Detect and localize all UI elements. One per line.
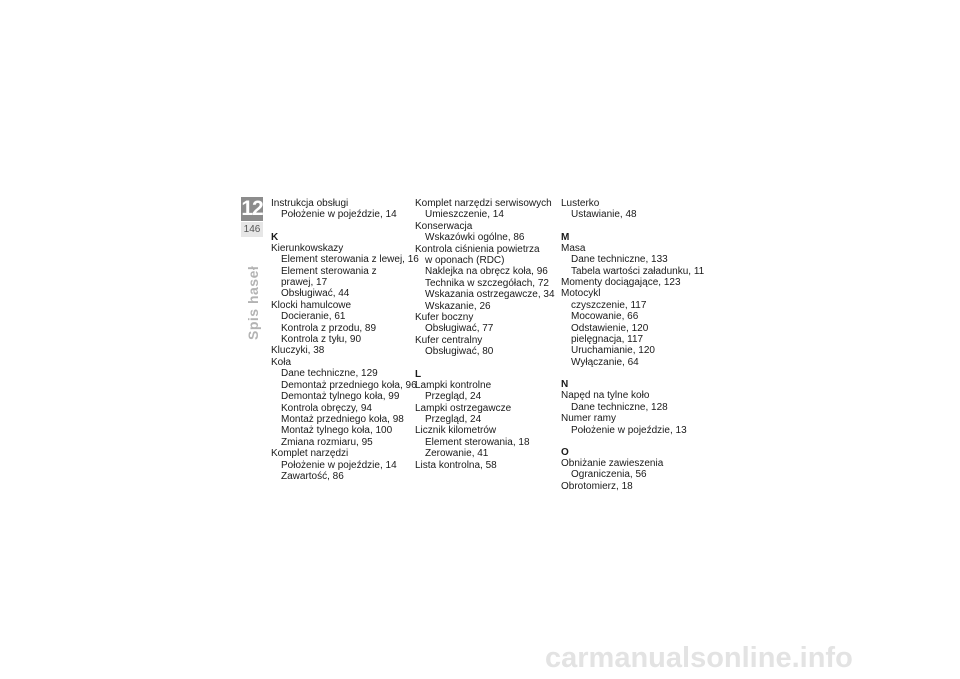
- index-letter: M: [561, 231, 570, 243]
- chapter-number: 12: [241, 197, 263, 220]
- index-subentry: Położenie w pojeździe, 13: [571, 424, 687, 436]
- index-subentry: Zmiana rozmiaru, 95: [281, 436, 373, 448]
- index-subentry: Tabela wartości załadunku, 11: [571, 265, 705, 277]
- index-column-2: [415, 198, 563, 471]
- index-entry: Kufer centralny: [415, 334, 483, 346]
- index-subentry: Uruchamianie, 120: [571, 345, 655, 357]
- index-entry: Momenty dociągające, 123: [561, 277, 681, 289]
- index-entry: Lampki ostrzegawcze: [415, 402, 512, 414]
- index-entry: Instrukcja obsługi: [271, 198, 349, 209]
- index-subentry: Dane techniczne, 128: [571, 401, 668, 413]
- index-entry: Klocki hamulcowe: [271, 299, 352, 311]
- page-number: 146: [241, 222, 263, 237]
- index-entry: Masa: [561, 242, 586, 254]
- index-subentry: Demontaż przedniego koła, 96: [281, 379, 417, 391]
- index-subentry: czyszczenie, 117: [571, 299, 647, 311]
- index-entry: Lista kontrolna, 58: [415, 459, 497, 471]
- index-subentry: Kontrola obręczy, 94: [281, 402, 372, 414]
- index-letter: O: [561, 446, 569, 458]
- index-entry: Komplet narzędzi serwisowych: [415, 198, 552, 209]
- index-subentry: Zawartość, 86: [281, 470, 344, 482]
- index-entry: Kluczyki, 38: [271, 345, 325, 357]
- index-subentry: Ustawianie, 48: [571, 209, 637, 221]
- watermark: carmanualsonline.info: [545, 642, 853, 674]
- index-subentry: Umieszczenie, 14: [425, 209, 504, 221]
- index-subentry: Technika w szczegółach, 72: [425, 277, 549, 289]
- index-subentry: Wskazanie, 26: [425, 300, 491, 312]
- index-subentry: Obsługiwać, 80: [425, 346, 494, 358]
- index-entry: Napęd na tylne koło: [561, 390, 650, 402]
- index-entry: Licznik kilometrów: [415, 425, 497, 437]
- index-subentry: w oponach (RDC): [425, 255, 505, 267]
- index-entry: Lusterko: [561, 198, 600, 209]
- index-entry: Numer ramy: [561, 413, 617, 425]
- index-entry: Kierunkowskazy: [271, 242, 344, 254]
- index-letter: K: [271, 231, 279, 243]
- index-entry: Motocykl: [561, 288, 601, 300]
- index-subentry: Montaż tylnego koła, 100: [281, 425, 393, 437]
- index-subentry: Odstawienie, 120: [571, 322, 649, 334]
- index-entry: Konserwacja: [415, 220, 473, 232]
- index-letter: N: [561, 379, 569, 391]
- index-subentry: Element sterowania z lewej, 16: [281, 254, 419, 266]
- index-subentry: Element sterowania, 18: [425, 436, 530, 448]
- index-subentry: Ograniczenia, 56: [571, 469, 647, 481]
- index-subentry: Dane techniczne, 133: [571, 254, 668, 266]
- index-entry: Kontrola ciśnienia powietrza: [415, 243, 540, 255]
- index-subentry: Przegląd, 24: [425, 391, 482, 403]
- index-entry: Lampki kontrolne: [415, 379, 492, 391]
- index-subentry: Zerowanie, 41: [425, 448, 489, 460]
- index-subentry: Obsługiwać, 44: [281, 288, 350, 300]
- index-subentry: Położenie w pojeździe, 14: [281, 209, 397, 221]
- index-subentry: Kontrola z przodu, 89: [281, 322, 377, 334]
- index-subentry: Przegląd, 24: [425, 413, 482, 425]
- index-subentry: Wskazówki ogólne, 86: [425, 232, 525, 244]
- index-entry: Koła: [271, 356, 292, 368]
- index-subentry: Demontaż tylnego koła, 99: [281, 391, 400, 403]
- index-subentry: Położenie w pojeździe, 14: [281, 459, 397, 471]
- index-entry: Obniżanie zawieszenia: [561, 457, 664, 469]
- index-subentry: Element sterowania z: [281, 265, 377, 277]
- chapter-title: Spis haseł: [245, 265, 261, 340]
- index-entry: Kufer boczny: [415, 312, 474, 324]
- index-subentry: Mocowanie, 66: [571, 311, 639, 323]
- index-subentry: Montaż przedniego koła, 98: [281, 413, 404, 425]
- index-column-3: [561, 198, 709, 492]
- index-letter: L: [415, 368, 422, 380]
- index-entry: Obrotomierz, 18: [561, 480, 633, 492]
- index-subentry: pielęgnacja, 117: [571, 334, 644, 346]
- index-subentry: Obsługiwać, 77: [425, 323, 494, 335]
- index-subentry: prawej, 17: [281, 277, 328, 289]
- index-entry: Komplet narzędzi: [271, 448, 349, 460]
- index-subentry: Wskazania ostrzegawcze, 34: [425, 289, 555, 301]
- index-subentry: Naklejka na obręcz koła, 96: [425, 266, 548, 278]
- index-subentry: Wyłączanie, 64: [571, 356, 639, 368]
- index-subentry: Docieranie, 61: [281, 311, 346, 323]
- index-subentry: Dane techniczne, 129: [281, 368, 378, 380]
- index-subentry: Kontrola z tyłu, 90: [281, 334, 362, 346]
- index-column-1: [271, 198, 419, 482]
